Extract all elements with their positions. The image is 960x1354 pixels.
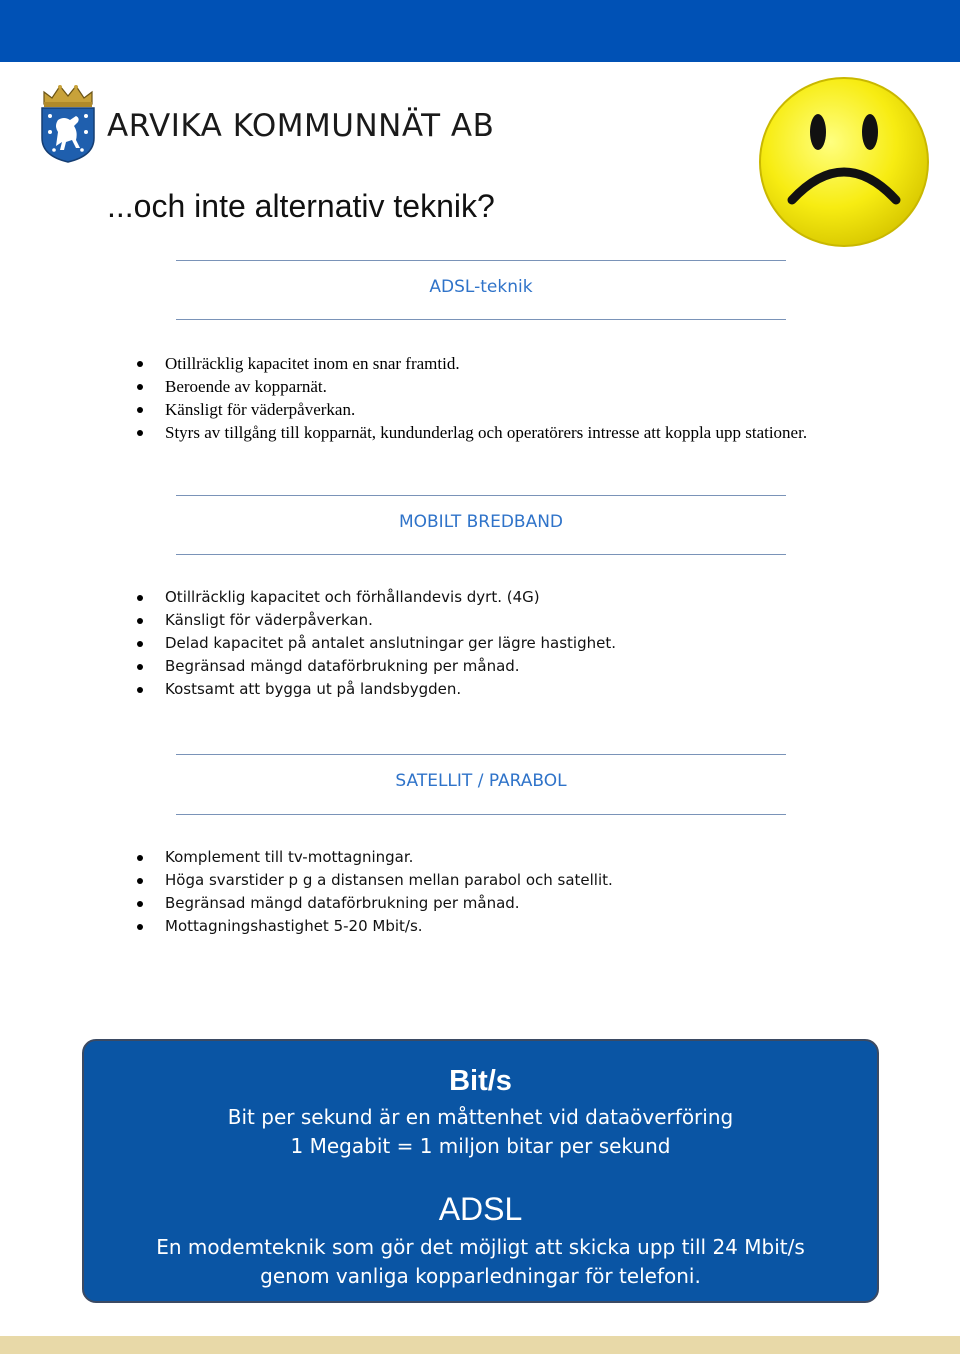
info-text: genom vanliga kopparledningar för telefoni.: [260, 1264, 701, 1288]
mobile-list: [134, 586, 874, 701]
top-color-bar: [0, 0, 960, 62]
section-divider: [176, 319, 786, 320]
adsl-list: [134, 352, 874, 444]
list-item: Begränsad mängd dataförbrukning per månad.: [134, 892, 874, 915]
list-item: Delad kapacitet på antalet anslutningar ger lägre hastighet.: [134, 632, 874, 655]
organization-name: ARVIKA KOMMUNNÄT AB: [107, 108, 495, 144]
info-text: En modemteknik som gör det möjligt att skicka upp till 24 Mbit/s: [156, 1235, 805, 1259]
info-text: 1 Megabit = 1 miljon bitar per sekund: [290, 1134, 671, 1158]
section-divider: [176, 495, 786, 496]
list-item: Komplement till tv-mottagningar.: [134, 846, 874, 869]
satellite-list: [134, 846, 874, 938]
section-heading-satellite: SATELLIT / PARABOL: [395, 771, 567, 791]
info-heading-bits: Bit/s: [449, 1065, 512, 1097]
list-item: Beroende av kopparnät.: [134, 375, 874, 398]
list-item: Höga svarstider p g a distansen mellan parabol och satellit.: [134, 869, 874, 892]
info-box: [82, 1039, 879, 1303]
section-heading-adsl: ADSL-teknik: [429, 277, 533, 297]
list-item: Känsligt för väderpåverkan.: [134, 398, 874, 421]
section-divider: [176, 754, 786, 755]
coat-of-arms-icon: [38, 82, 98, 164]
list-item: Otillräcklig kapacitet och förhållandevis dyrt. (4G): [134, 586, 874, 609]
list-item: Otillräcklig kapacitet inom en snar framtid.: [134, 352, 874, 375]
section-divider: [176, 260, 786, 261]
section-divider: [176, 554, 786, 555]
bottom-color-bar: [0, 1336, 960, 1354]
section-divider: [176, 814, 786, 815]
list-item: Mottagningshastighet 5-20 Mbit/s.: [134, 915, 874, 938]
list-item: Styrs av tillgång till kopparnät, kundunderlag och operatörers intresse att koppla upp stationer.: [134, 421, 865, 444]
info-text: Bit per sekund är en måttenhet vid dataöverföring: [227, 1105, 734, 1129]
list-item: Begränsad mängd dataförbrukning per månad.: [134, 655, 874, 678]
sad-smiley-icon: [758, 76, 930, 248]
list-item: Kostsamt att bygga ut på landsbygden.: [134, 678, 874, 701]
info-heading-adsl: ADSL: [438, 1191, 523, 1227]
page-title: ...och inte alternativ teknik?: [107, 188, 495, 224]
section-heading-mobile: MOBILT BREDBAND: [398, 512, 564, 532]
list-item: Känsligt för väderpåverkan.: [134, 609, 874, 632]
